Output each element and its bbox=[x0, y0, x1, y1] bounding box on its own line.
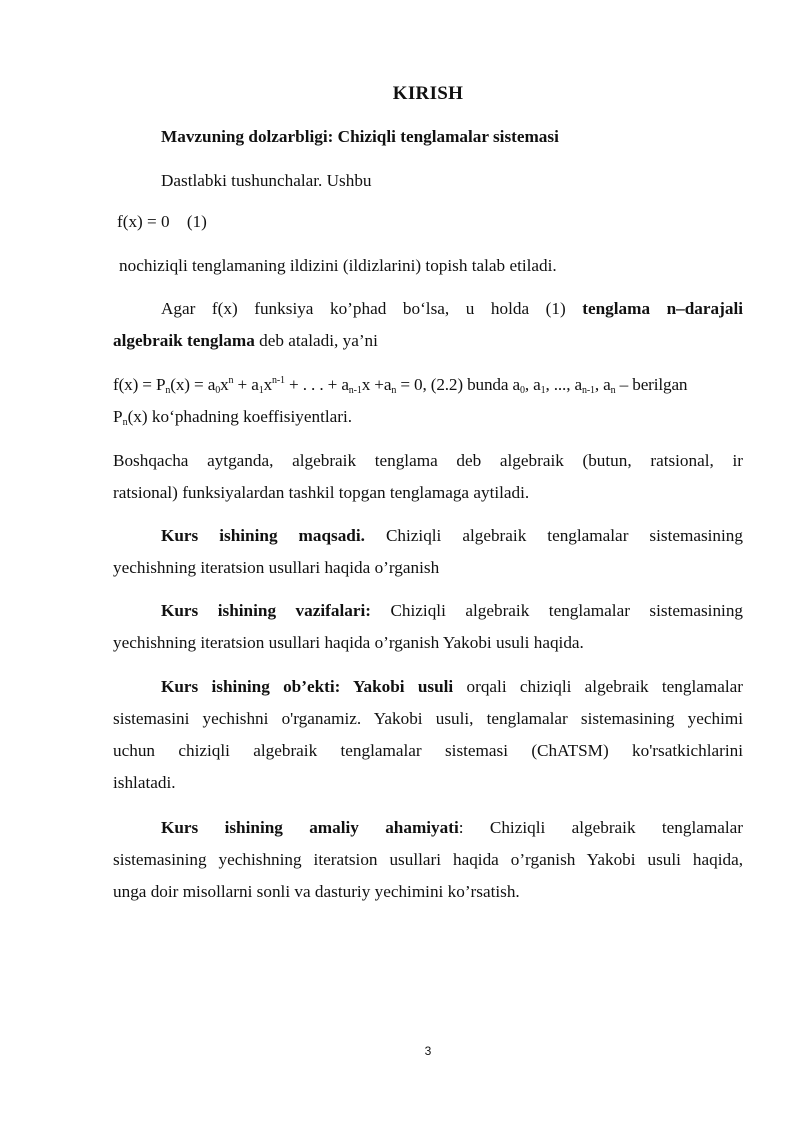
aim-text: Chiziqli algebraik tenglamalar sistemasining bbox=[385, 526, 743, 545]
aim-line-2: yechishning iteratsion usullari haqida o’rganish bbox=[113, 558, 440, 577]
term-algebraic-equation: algebraik tenglama bbox=[113, 331, 255, 350]
section-heading: KIRISH bbox=[392, 83, 464, 104]
object-line-3: uchun chiziqli algebraik tenglamalar sistemasi (ChATSM) ko'rsatkichlarini bbox=[113, 741, 743, 760]
object-text: orqali chiziqli algebraik tenglamalar bbox=[466, 677, 744, 696]
subheading-text: Mavzuning dolzarbligi: Chiziqli tenglamalar sistemasi bbox=[161, 127, 559, 146]
equation-2: $f(x) = P_n(x) = a_0x^n + a_1x^{n-1}$ + . . . + $a_{n-1}x +a_n = 0$, (2.2) bunda $a_0$, $a_1$, ..., $a_{n-1}$, $a_n$ – berilgan bbox=[113, 375, 688, 396]
paragraph-polynomial-line-2 bbox=[113, 330, 743, 352]
aim-label: Kurs ishining maqsadi. bbox=[161, 526, 365, 545]
object-line-4: ishlatadi. bbox=[113, 773, 176, 792]
term-n-degree: tenglama n–darajali bbox=[582, 299, 743, 318]
practical-line-2: sistemasining yechishning iteratsion usullari haqida o’rganish Yakobi usuli haqida, bbox=[113, 850, 743, 869]
tasks-label: Kurs ishining vazifalari: bbox=[161, 601, 371, 620]
aim-line-1 bbox=[161, 525, 743, 547]
paragraph-otherwise-line-1: Boshqacha aytganda, algebraik tenglama deb algebraik (butun, ratsional, ir bbox=[113, 451, 743, 470]
object-line-2: sistemasini yechishni o'rganamiz. Yakobi usuli, tenglamalar sistemasining yechimi bbox=[113, 709, 743, 728]
practical-text: : Chiziqli algebraik tenglamalar bbox=[458, 818, 743, 837]
object-line-1 bbox=[161, 676, 743, 698]
coefficients-text: ko‘phadning koeffisiyentlari. bbox=[151, 407, 353, 426]
paragraph-task: nochiziqli tenglamaning ildizini (ildizlarini) topish talab etiladi. bbox=[119, 256, 557, 275]
paragraph-polynomial-line-1 bbox=[161, 298, 743, 320]
practical-label: Kurs ishining amaliy ahamiyati bbox=[161, 818, 459, 837]
practical-line-3: unga doir misollarni sonli va dasturiy yechimini ko’rsatish. bbox=[113, 882, 520, 901]
tasks-line-2: yechishning iteratsion usullari haqida o’rganish Yakobi usuli haqida. bbox=[113, 633, 584, 652]
equation-2-continuation: $P_n(x)$ ko‘phadning koeffisiyentlari. bbox=[113, 407, 353, 428]
paragraph-polynomial-text: Agar f(x) funksiya ko’phad bo‘lsa, u holda (1) bbox=[161, 299, 566, 318]
tasks-line-1 bbox=[161, 600, 743, 622]
object-label: Kurs ishining ob’ekti: Yakobi usuli bbox=[161, 677, 454, 696]
practical-line-1 bbox=[161, 817, 743, 839]
paragraph-polynomial-tail: deb ataladi, ya’ni bbox=[259, 331, 378, 350]
equation-1: f(x) = 0 (1) bbox=[117, 212, 207, 231]
paragraph-intro: Dastlabki tushunchalar. Ushbu bbox=[161, 171, 372, 190]
paragraph-otherwise-line-2: ratsional) funksiyalardan tashkil topgan tenglamaga aytiladi. bbox=[113, 483, 530, 502]
subheading bbox=[161, 126, 743, 148]
tasks-text: Chiziqli algebraik tenglamalar sistemasining bbox=[390, 601, 744, 620]
page-number: 3 bbox=[424, 1044, 432, 1058]
